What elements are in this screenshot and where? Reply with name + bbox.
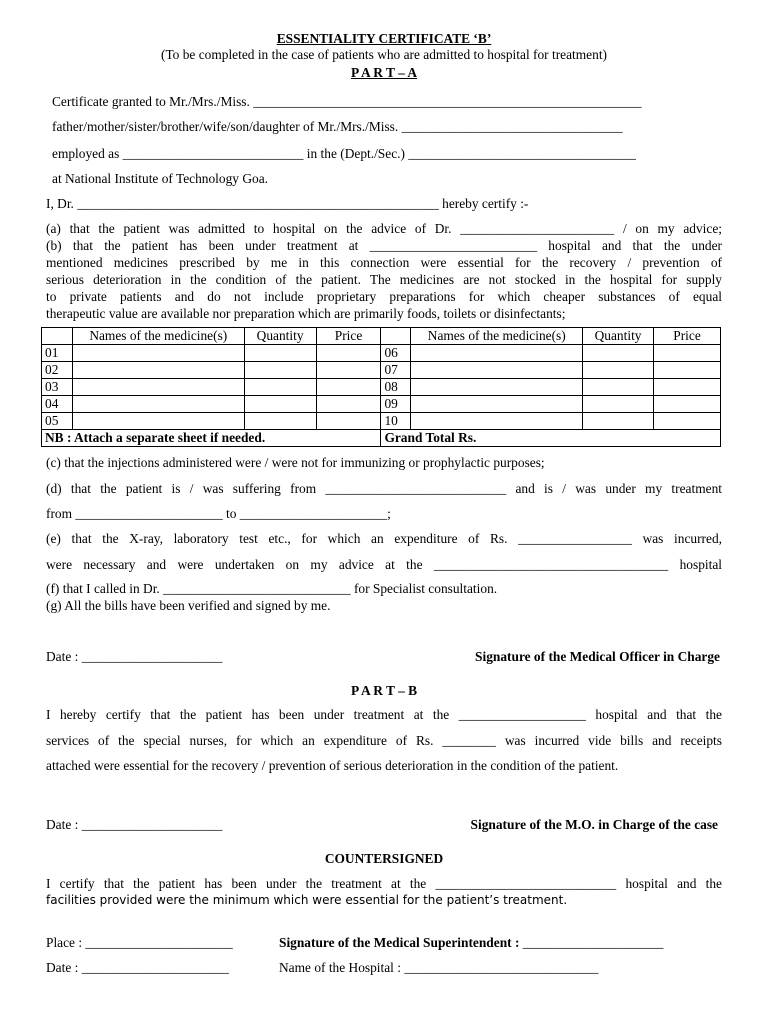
table-row xyxy=(42,345,721,362)
price-cell[interactable] xyxy=(654,345,721,362)
clause-f: (f) that I called in Dr. ____________________________ for Specialist consultation. xyxy=(46,581,498,596)
superintendent-label: Signature of the Medical Superintendent : xyxy=(279,935,520,950)
clause-b-line3: serious deterioration in the condition of the patient. The medicines are not stocked in the hospital for supply xyxy=(46,272,722,287)
medicine-name-cell[interactable] xyxy=(72,413,244,430)
medicine-name-cell[interactable] xyxy=(411,362,583,379)
table-header-cell: Names of the medicine(s) xyxy=(411,328,583,345)
price-cell[interactable] xyxy=(316,396,381,413)
quantity-cell[interactable] xyxy=(244,345,316,362)
table-row xyxy=(42,396,721,413)
table-row xyxy=(42,362,721,379)
table-row xyxy=(42,379,721,396)
row-number: 05 xyxy=(42,413,73,430)
row-number: 10 xyxy=(381,413,411,430)
clause-b-line2: mentioned medicines prescribed by me in this connection were essential for the recovery / prevention of xyxy=(46,255,722,270)
part-a-date: Date : _____________________ xyxy=(46,649,223,664)
quantity-cell[interactable] xyxy=(583,379,654,396)
countersigned-line2: facilities provided were the minimum which were essential for the patient’s treatment. xyxy=(46,893,568,907)
medicine-name-cell[interactable] xyxy=(411,345,583,362)
price-cell[interactable] xyxy=(316,345,381,362)
doctor-certify-line: I, Dr. ______________________________________________________ hereby certify :- xyxy=(46,196,529,211)
table-header-cell: Quantity xyxy=(244,328,316,345)
quantity-cell[interactable] xyxy=(244,362,316,379)
part-a-heading: P A R T – A xyxy=(350,65,418,80)
price-cell[interactable] xyxy=(654,379,721,396)
medical-superintendent-signature xyxy=(279,935,663,951)
row-number: 08 xyxy=(381,379,411,396)
row-number: 03 xyxy=(42,379,73,396)
price-cell[interactable] xyxy=(654,413,721,430)
table-footer-row xyxy=(42,430,721,447)
clause-e-line2: were necessary and were undertaken on my advice at the ___________________________________ hospital xyxy=(46,557,722,572)
price-cell[interactable] xyxy=(316,362,381,379)
price-cell[interactable] xyxy=(316,379,381,396)
table-header-cell xyxy=(42,328,73,345)
quantity-cell[interactable] xyxy=(583,396,654,413)
clause-d-line2: from ______________________ to ______________________; xyxy=(46,506,391,521)
medicine-name-cell[interactable] xyxy=(72,345,244,362)
price-cell[interactable] xyxy=(316,413,381,430)
clause-b-line5: therapeutic value are available nor preparation which are primarily foods, toilets or disinfectants; xyxy=(46,306,566,321)
row-number: 09 xyxy=(381,396,411,413)
medicine-name-cell[interactable] xyxy=(411,396,583,413)
row-number: 07 xyxy=(381,362,411,379)
medical-officer-signature: Signature of the Medical Officer in Charge xyxy=(475,649,720,664)
clause-b-line1: (b) that the patient has been under treatment at _________________________ hospital and that the under xyxy=(46,238,722,253)
medicine-table xyxy=(41,327,721,447)
clause-d-line1: (d) that the patient is / was suffering from ___________________________ and is / was under my treatment xyxy=(46,481,722,496)
part-b-line3: attached were essential for the recovery / prevention of serious deterioration in the condition of the patient. xyxy=(46,758,619,773)
price-cell[interactable] xyxy=(654,362,721,379)
part-b-heading: P A R T – B xyxy=(350,683,418,698)
separate-sheet-note: NB : Attach a separate sheet if needed. xyxy=(42,430,381,447)
certificate-title: ESSENTIALITY CERTIFICATE ‘B’ xyxy=(276,31,492,46)
part-b-date: Date : _____________________ xyxy=(46,817,223,832)
mo-in-charge-signature: Signature of the M.O. in Charge of the case xyxy=(470,817,718,832)
row-number: 01 xyxy=(42,345,73,362)
grand-total-cell[interactable]: Grand Total Rs. xyxy=(381,430,721,447)
countersigned-line1: I certify that the patient has been under the treatment at the ___________________________ hospital and the xyxy=(46,876,722,891)
clause-a: (a) that the patient was admitted to hospital on the advice of Dr. _______________________ / on my advice; xyxy=(46,221,722,236)
quantity-cell[interactable] xyxy=(244,396,316,413)
relation-line: father/mother/sister/brother/wife/son/daughter of Mr./Mrs./Miss. _________________________________ xyxy=(52,119,623,134)
certificate-granted-line: Certificate granted to Mr./Mrs./Miss. __________________________________________________________ xyxy=(52,94,642,109)
row-number: 02 xyxy=(42,362,73,379)
part-b-line2: services of the special nurses, for which an expenditure of Rs. ________ was incurred vide bills and receipts xyxy=(46,733,722,748)
row-number: 04 xyxy=(42,396,73,413)
countersigned-date: Date : ______________________ xyxy=(46,960,229,975)
table-row xyxy=(42,413,721,430)
medicine-name-cell[interactable] xyxy=(411,379,583,396)
hospital-name-field: Name of the Hospital : _____________________________ xyxy=(279,960,599,975)
medicine-name-cell[interactable] xyxy=(72,362,244,379)
price-cell[interactable] xyxy=(654,396,721,413)
superintendent-line: _____________________ xyxy=(519,935,664,950)
table-header-row xyxy=(42,328,721,345)
quantity-cell[interactable] xyxy=(583,345,654,362)
institute-line: at National Institute of Technology Goa. xyxy=(52,171,268,186)
certificate-subtitle: (To be completed in the case of patients who are admitted to hospital for treatment) xyxy=(160,47,607,62)
employed-line: employed as ___________________________ in the (Dept./Sec.) __________________________________ xyxy=(52,146,636,161)
quantity-cell[interactable] xyxy=(244,413,316,430)
clause-c: (c) that the injections administered were / were not for immunizing or prophylactic purposes; xyxy=(46,455,545,470)
table-header-cell: Price xyxy=(654,328,721,345)
clause-g: (g) All the bills have been verified and signed by me. xyxy=(46,598,331,613)
table-header-cell xyxy=(381,328,411,345)
medicine-name-cell[interactable] xyxy=(411,413,583,430)
part-b-line1: I hereby certify that the patient has been under treatment at the ___________________ hospital and that the xyxy=(46,707,722,722)
quantity-cell[interactable] xyxy=(583,362,654,379)
table-header-cell: Names of the medicine(s) xyxy=(72,328,244,345)
table-header-cell: Price xyxy=(316,328,381,345)
row-number: 06 xyxy=(381,345,411,362)
medicine-name-cell[interactable] xyxy=(72,379,244,396)
clause-b-line4: to private patients and do not include proprietary preparations for which cheaper substances of equal xyxy=(46,289,722,304)
quantity-cell[interactable] xyxy=(583,413,654,430)
quantity-cell[interactable] xyxy=(244,379,316,396)
medicine-name-cell[interactable] xyxy=(72,396,244,413)
countersigned-heading: COUNTERSIGNED xyxy=(324,851,444,866)
place-field: Place : ______________________ xyxy=(46,935,233,950)
table-header-cell: Quantity xyxy=(583,328,654,345)
clause-e-line1: (e) that the X-ray, laboratory test etc., for which an expenditure of Rs. _________________ was incurred, xyxy=(46,531,722,546)
